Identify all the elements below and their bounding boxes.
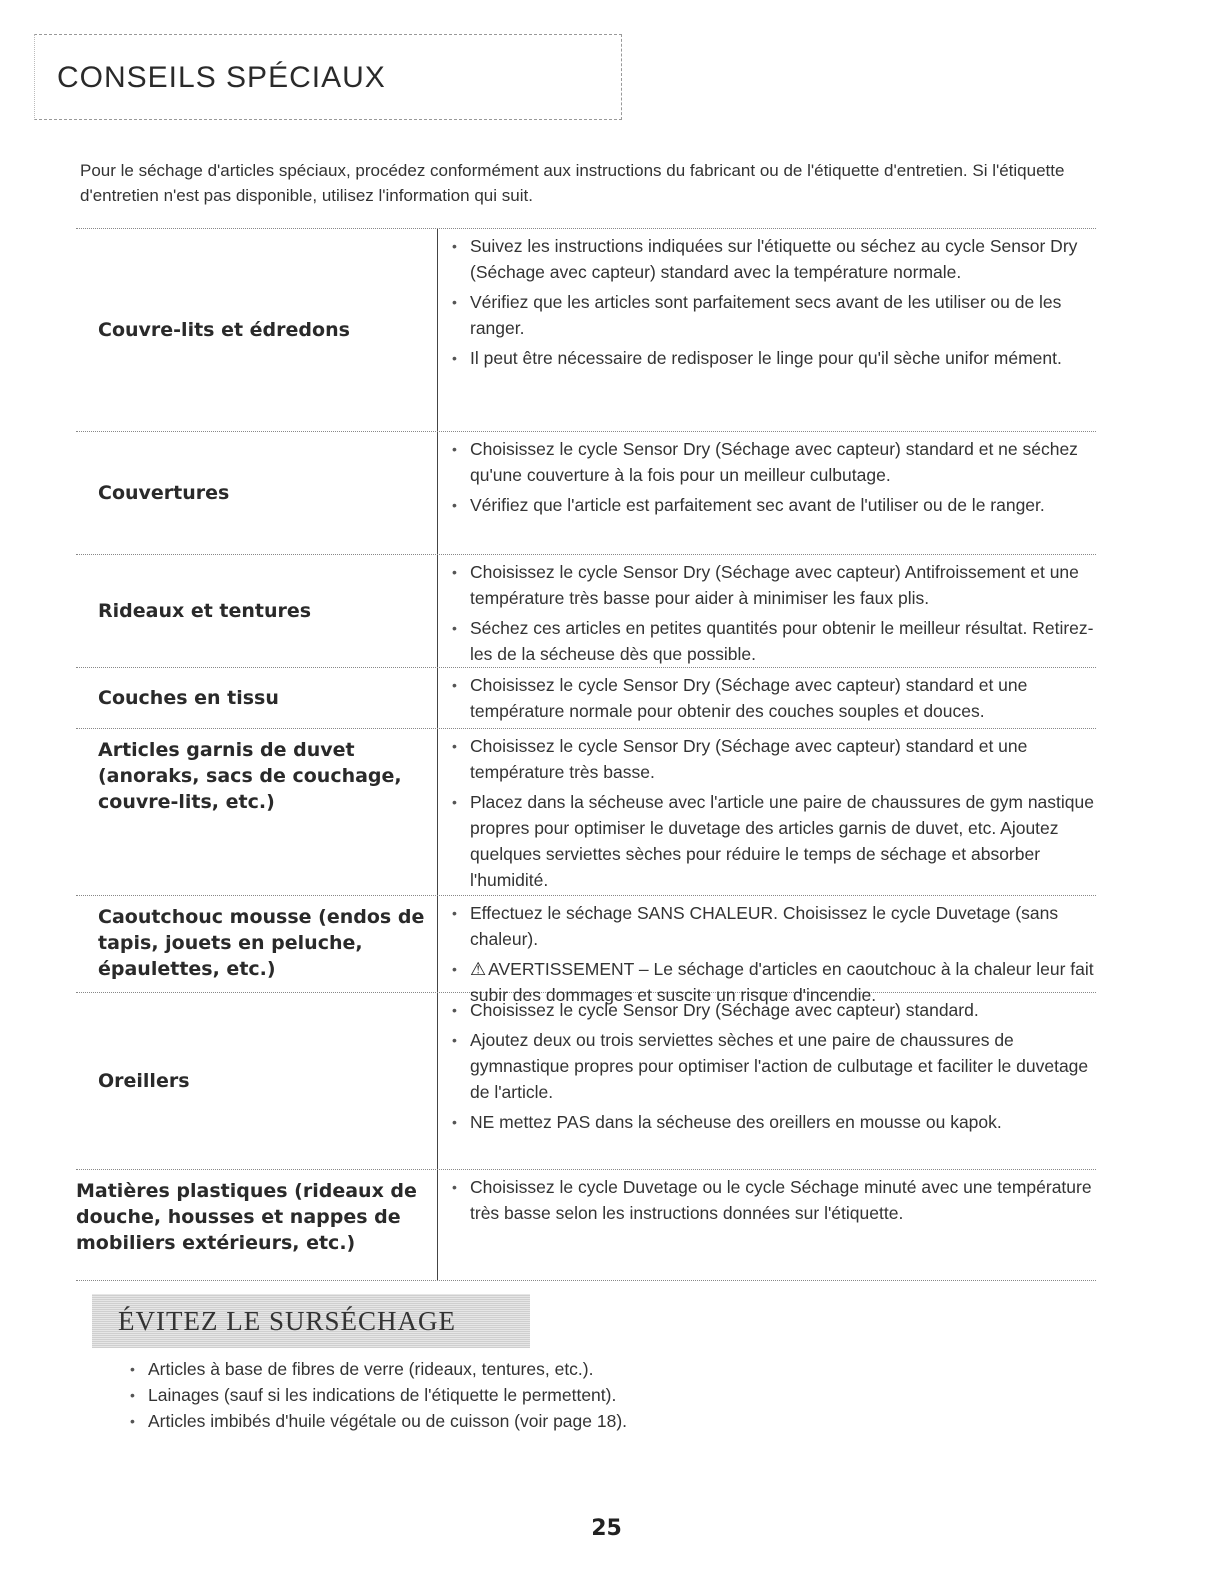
table-row xyxy=(76,729,1096,896)
warning-triangle-icon: ⚠ xyxy=(470,959,487,979)
row-label-cell xyxy=(76,729,438,895)
row-label-cell xyxy=(76,668,438,728)
row-items xyxy=(438,896,1096,1005)
list-item: • NE mettez PAS dans la sécheuse des oreillers en mousse ou kapok. xyxy=(450,1109,1096,1135)
list-item: • Ajoutez deux ou trois serviettes sèches et une paire de chaussures de gymnastique propres pour optimiser l'action de culbutage et faciliter le duvetage de l'article. xyxy=(450,1027,1096,1105)
row-label-cell xyxy=(76,993,438,1169)
list-item: • Suivez les instructions indiquées sur l'étiquette ou séchez au cycle Sensor Dry (Séchage avec capteur) standard avec la température normale. xyxy=(450,233,1096,285)
intro-paragraph: Pour le séchage d'articles spéciaux, procédez conformément aux instructions du fabricant ou de l'étiquette d'entretien. Si l'étiquette d'entretien n'est pas disponible, utilisez l'information qui suit. xyxy=(80,161,1065,205)
list-item: • Choisissez le cycle Sensor Dry (Séchage avec capteur) standard et une température très basse. xyxy=(450,733,1096,785)
table-row xyxy=(76,668,1096,729)
list-item: • Articles à base de fibres de verre (rideaux, tentures, etc.). xyxy=(128,1356,928,1382)
list-item: • Séchez ces articles en petites quantités pour obtenir le meilleur résultat. Retirez-les de la sécheuse dès que possible. xyxy=(450,615,1096,667)
row-label: Couvertures xyxy=(98,482,230,504)
row-label: Caoutchouc mousse (endos de tapis, jouets en peluche, épaulettes, etc.) xyxy=(98,906,425,980)
list-item: • Choisissez le cycle Sensor Dry (Séchage avec capteur) standard et ne séchez qu'une couverture à la fois pour un meilleur culbutage. xyxy=(450,436,1096,488)
list-item: • Choisissez le cycle Sensor Dry (Séchage avec capteur) standard. xyxy=(450,997,1096,1023)
list-item: • Vérifiez que les articles sont parfaitement secs avant de les utiliser ou de les ranger. xyxy=(450,289,1096,341)
table-row xyxy=(76,896,1096,1005)
row-label-cell xyxy=(76,1170,438,1280)
table-row xyxy=(76,1170,1096,1281)
avoid-overdrying-list xyxy=(128,1356,928,1434)
list-item: • Placez dans la sécheuse avec l'article une paire de chaussures de gym nastique propres pour optimiser le duvetage des articles garnis de duvet, etc. Ajoutez quelques serviettes sèches pour réduire le temps de séchage et absorber l'humidité. xyxy=(450,789,1096,893)
special-tips-table xyxy=(76,228,1096,1281)
title-box xyxy=(34,34,622,120)
list-item: • Choisissez le cycle Sensor Dry (Séchage avec capteur) standard et une température normale pour obtenir des couches souples et douces. xyxy=(450,672,1096,724)
table-row xyxy=(76,993,1096,1170)
row-items xyxy=(438,229,1096,431)
list-item: • Articles imbibés d'huile végétale ou de cuisson (voir page 18). xyxy=(128,1408,928,1434)
row-label: Matières plastiques (rideaux de douche, housses et nappes de mobiliers extérieurs, etc.) xyxy=(76,1180,417,1254)
list-item: • Choisissez le cycle Sensor Dry (Séchage avec capteur) Antifroissement et une température très basse pour aider à minimiser les faux plis. xyxy=(450,559,1096,611)
row-label: Couches en tissu xyxy=(98,687,279,709)
avoid-overdrying-banner xyxy=(92,1294,530,1348)
row-items xyxy=(438,668,1096,728)
row-label: Couvre-lits et édredons xyxy=(98,319,350,341)
row-label-cell xyxy=(76,229,438,431)
list-item: • Lainages (sauf si les indications de l'étiquette le permettent). xyxy=(128,1382,928,1408)
table-row xyxy=(76,432,1096,555)
row-label-cell xyxy=(76,896,438,992)
list-item: • Choisissez le cycle Duvetage ou le cycle Séchage minuté avec une température très basse selon les instructions données sur l'étiquette. xyxy=(450,1174,1096,1226)
row-items xyxy=(438,729,1096,895)
row-items xyxy=(438,993,1096,1169)
avoid-overdrying-title: ÉVITEZ LE SURSÉCHAGE xyxy=(118,1306,456,1336)
page-title: CONSEILS SPÉCIAUX xyxy=(57,61,386,94)
list-item: • Vérifiez que l'article est parfaitement sec avant de l'utiliser ou de le ranger. xyxy=(450,492,1096,518)
page-number: 25 xyxy=(591,1516,622,1541)
list-item: • Effectuez le séchage SANS CHALEUR. Choisissez le cycle Duvetage (sans chaleur). xyxy=(450,900,1096,952)
table-row xyxy=(76,555,1096,668)
row-items xyxy=(438,432,1096,554)
row-label-cell xyxy=(76,432,438,554)
list-item: • Il peut être nécessaire de redisposer le linge pour qu'il sèche unifor mément. xyxy=(450,345,1096,371)
row-items xyxy=(438,1170,1096,1280)
table-row xyxy=(76,229,1096,432)
row-label: Articles garnis de duvet (anoraks, sacs de couchage, couvre-lits, etc.) xyxy=(98,739,402,813)
row-items xyxy=(438,555,1096,667)
row-label: Oreillers xyxy=(98,1070,190,1092)
row-label: Rideaux et tentures xyxy=(98,600,312,622)
warning-text: AVERTISSEMENT – Le séchage d'articles en caoutchouc à la chaleur leur fait subir des dommages et suscite un risque d'incendie. xyxy=(470,959,1094,1005)
row-label-cell xyxy=(76,555,438,667)
